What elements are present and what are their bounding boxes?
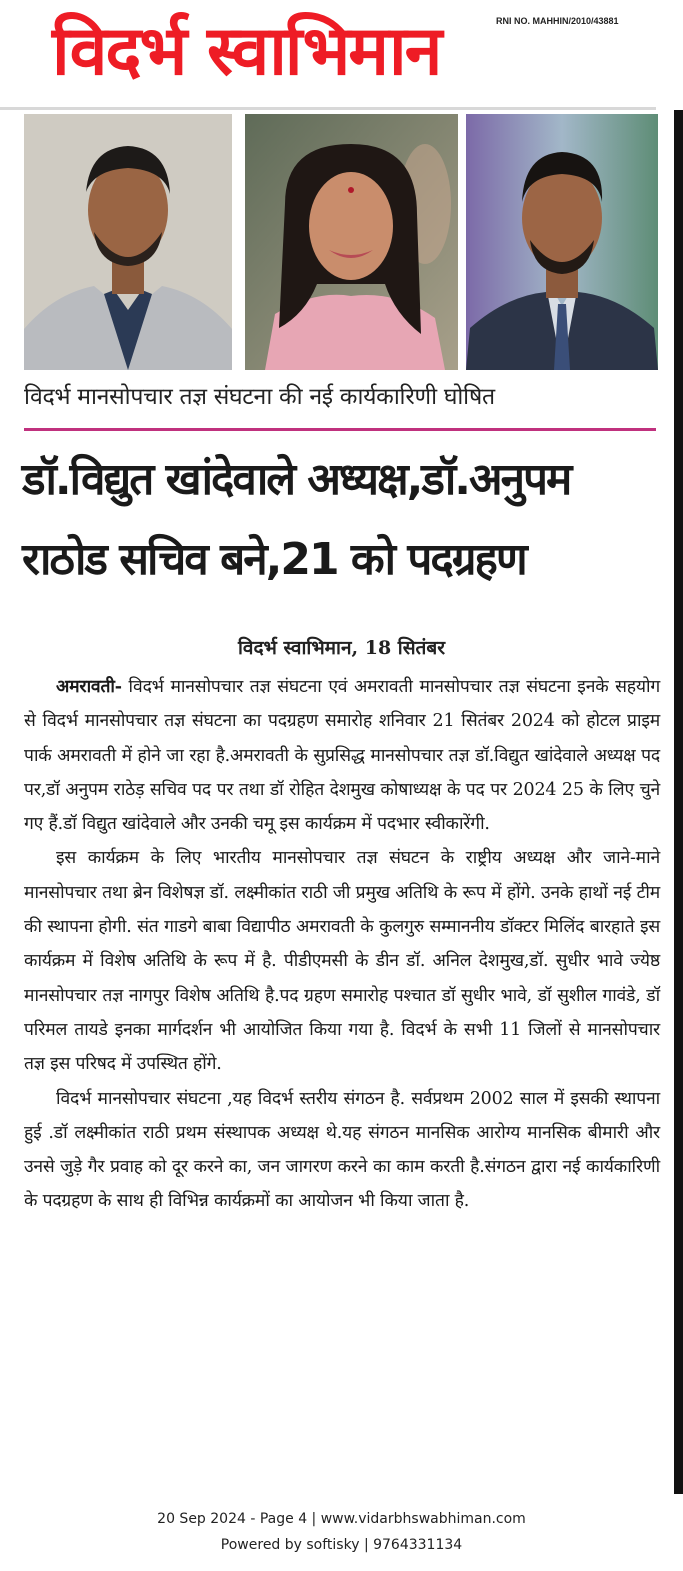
footer-line-2: Powered by softisky | 9764331134	[220, 1537, 463, 1553]
photo-person-3	[466, 114, 658, 370]
masthead	[0, 0, 656, 112]
kicker-divider	[24, 428, 656, 431]
kicker-subheading: विदर्भ मानसोपचार तज्ञ संघटना की नई कार्यकारिणी घोषित	[24, 384, 495, 410]
paragraph-1-text: विदर्भ मानसोपचार तज्ञ संघटना एवं अमरावती मानसोपचार तज्ञ संघटना इनके सहयोग से विदर्भ मानसोपचार तज्ञ संघटना का पदग्रहण समारोह शनिवार 21 सितंबर 2024 को होटल प्राइम पार्क अमरावती में होने जा रहा है.अमरावती के सुप्रसिद्ध मानसोपचार तज्ञ डॉ.विद्युत खांदेवाले अध्यक्ष पद पर,डॉ अनुपम राठेड़ सचिव पद पर तथा डॉ रोहित देशमुख कोषाध्यक्ष के पद पर 2024 25 के लिए चुने गए हैं.डॉ विद्युत खांदेवाले और उनकी चमू इस कार्यक्रम में पदभार स्वीकारेंगी.	[24, 677, 660, 835]
rni-number: RNI NO. MAHHIN/2010/43881	[496, 16, 619, 26]
article-body	[24, 670, 660, 1219]
headline-line-2: राठोड सचिव बने,21 को पदग्रहण	[22, 534, 526, 585]
photo-person-2	[245, 114, 458, 370]
page-edge-bar	[674, 110, 683, 1494]
location-tag: अमरावती-	[56, 677, 122, 697]
dateline: विदर्भ स्वाभिमान, 18 सितंबर	[237, 637, 446, 659]
footer-line-1: 20 Sep 2024 - Page 4 | www.vidarbhswabhiman.com	[157, 1511, 526, 1527]
paragraph-2: इस कार्यक्रम के लिए भारतीय मानसोपचार तज्ञ संघटन के राष्ट्रीय अध्यक्ष और जाने-माने मानसोपचार तथा ब्रेन विशेषज्ञ डॉ. लक्ष्मीकांत राठी जी प्रमुख अतिथि के रूप में होंगे. उनके हाथों नई टीम की स्थापना होगी. संत गाडगे बाबा विद्यापीठ अमरावती के कुलगुरु सम्माननीय डॉक्टर मिलिंद बारहाते इस कार्यक्रम में विशेष अतिथि के रूप में है. पीडीएमसी के डीन डॉ. अनिल देशमुख,डॉ. सुधीर भावे ज्येष्ठ मानसोपचार तज्ञ नागपुर विशेष अतिथि है.पद ग्रहण समारोह पश्चात डॉ सुधीर भावे, डॉ सुशील गावंडे, डॉ परिमल तायडे इनका मार्गदर्शन भी आयोजित किया गया है. विदर्भ के सभी 11 जिलों से मानसोपचार तज्ञ इस परिषद में उपस्थित होंगे.	[24, 848, 660, 1075]
paragraph-1	[24, 670, 660, 841]
masthead-title: विदर्भ स्वाभिमान	[52, 12, 441, 91]
headline-line-1: डॉ.विद्युत खांदेवाले अध्यक्ष,डॉ.अनुपम	[22, 454, 571, 505]
paragraph-3: विदर्भ मानसोपचार संघटना ,यह विदर्भ स्तरीय संगठन है. सर्वप्रथम 2002 साल में इसकी स्थापना हुई .डॉ लक्ष्मीकांत राठी प्रथम संस्थापक अध्यक्ष थे.यह संगठन मानसिक आरोग्य मानसिक बीमारी और उनसे जुड़े गैर प्रवाह को दूर करने का, जन जागरण करने का काम करती है.संगठन द्वारा नई कार्यकारिणी के पदग्रहण के साथ ही विभिन्न कार्यक्रमों का आयोजन भी किया जाता है.	[24, 1088, 660, 1212]
headline	[22, 440, 662, 600]
footer	[0, 1506, 683, 1558]
masthead-divider	[0, 107, 656, 110]
photo-person-1	[24, 114, 232, 370]
